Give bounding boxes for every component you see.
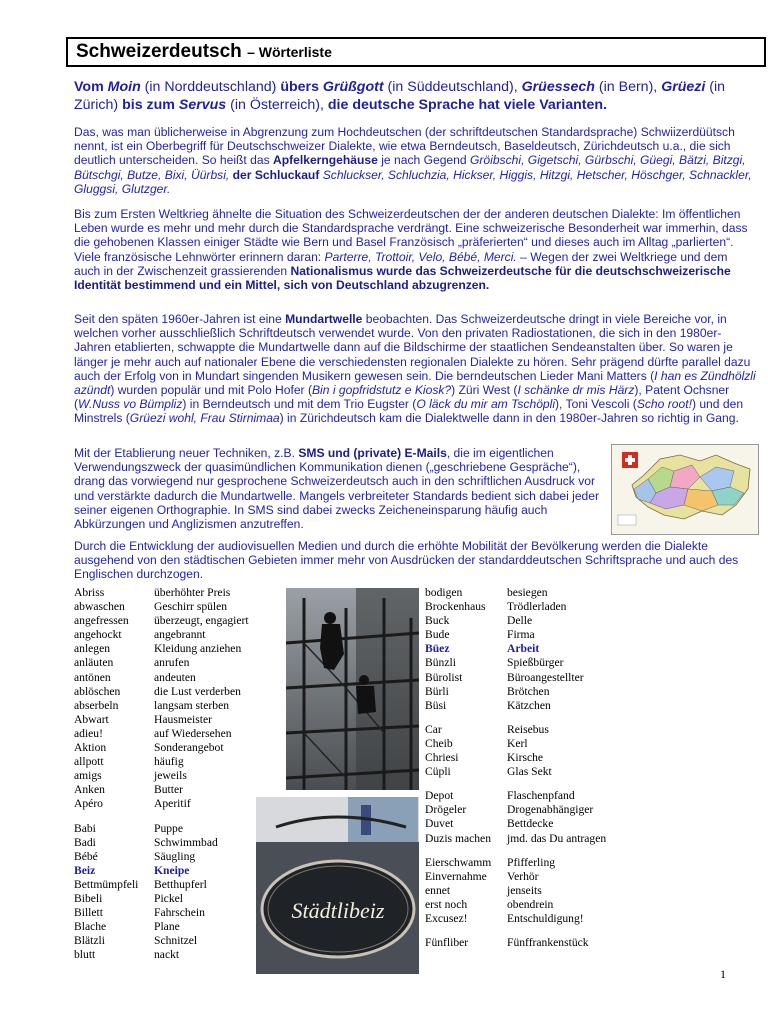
word-pair-row	[425, 898, 606, 912]
list-gap	[425, 846, 606, 856]
german-translation: andeuten	[154, 670, 196, 684]
german-translation: jeweils	[154, 769, 187, 783]
german-translation: nackt	[154, 948, 180, 962]
list-gap	[74, 812, 249, 822]
german-translation: angebrannt	[154, 628, 206, 642]
swiss-word: Abwart	[74, 712, 109, 726]
german-translation: Verhör	[507, 869, 539, 883]
swiss-word: Beiz	[74, 863, 96, 877]
word-pair-row	[74, 892, 249, 906]
swiss-word: antönen	[74, 670, 111, 684]
swiss-word: abwaschen	[74, 600, 125, 614]
word-pair-row	[425, 685, 606, 699]
word-pair-row	[74, 850, 249, 864]
word-pair-row	[425, 817, 606, 831]
word-pair-row	[425, 628, 606, 642]
word-pair-row	[425, 936, 606, 950]
swiss-word: Buck	[425, 614, 450, 628]
paragraph-mundartwelle: Seit den späten 1960er-Jahren ist eine Mundartwelle beobachten. Das Schweizerdeutsche dringt in viele Bereiche vor, in welchen vorher ausschließlich Schriftdeutsch verwendet wurde. Von den privaten Radiostationen, die sich in den 1980er-Jahren etablierten, schwappte die Mundartwelle dann auf die Bildschirme der staatlichen Sendeanstalten über. So waren je länger je mehr auch auf nationaler Ebene die verschiedensten regionalen Dialekte zu hören. Sehr prägend dürfte parallel dazu auch der Erfolg von in Mundart singenden Musikern gewesen sein. Die berndeutschen Lieder Mani Matters (I han es Zündhölzli azündt) wurden populär und mit Polo Hofer (Bin i gopfridstutz e Kiosk?) Züri West (I schänke dr mis Härz), Patent Ochsner (W.Nuss vo Bümpliz) in Berndeutsch und mit dem Trio Eugster (O läck du mir am Tschöpli), Toni Vescoli (Scho root!) und den Minstrels (Grüezi wohl, Frau Stirnimaa) in Zürichdeutsch kam die Dialektwelle dann in den 1980er-Jahren so richtig in Gang.	[74, 312, 756, 426]
swiss-word: Bettmümpfeli	[74, 877, 139, 891]
swiss-word: Badi	[74, 835, 96, 849]
german-translation: besiegen	[507, 586, 548, 599]
swiss-word: Depot	[425, 789, 454, 803]
german-translation: häufig	[154, 755, 184, 769]
swiss-word: bodigen	[425, 586, 463, 599]
german-translation: Reisebus	[507, 722, 549, 736]
german-translation: langsam sterben	[154, 698, 230, 712]
swiss-word: Cüpli	[425, 765, 451, 779]
word-pair-row	[74, 600, 249, 614]
swiss-word: Brockenhaus	[425, 600, 486, 614]
german-translation: die Lust verderben	[154, 684, 241, 698]
swiss-word: Blätzli	[74, 934, 105, 948]
swiss-word: anläuten	[74, 656, 114, 670]
german-translation: Flaschenpfand	[507, 789, 575, 803]
word-pair-row	[74, 642, 249, 656]
word-list-right	[425, 586, 606, 950]
german-translation: Pfifferling	[507, 855, 556, 869]
swiss-word: Billett	[74, 906, 103, 920]
word-pair-row	[425, 600, 606, 614]
swiss-word: Büez	[425, 642, 450, 656]
german-translation: überzeugt, engagiert	[154, 614, 249, 628]
word-pair-row	[74, 878, 249, 892]
swiss-word: Drögeler	[425, 803, 467, 817]
word-pair-row	[425, 614, 606, 628]
swiss-word: erst noch	[425, 897, 468, 911]
german-translation: Fahrschein	[154, 906, 205, 920]
word-pair-row	[425, 832, 606, 846]
word-pair-row	[425, 870, 606, 884]
german-translation: Schwimmbad	[154, 835, 218, 849]
staedtlibeiz-sign-photo	[256, 797, 419, 974]
german-translation: Sonderangebot	[154, 741, 224, 755]
title-box	[66, 37, 766, 67]
swiss-word: Anken	[74, 783, 105, 797]
swiss-word: Bünzli	[425, 656, 456, 670]
word-pair-row	[74, 741, 249, 755]
word-pair-row	[74, 699, 249, 713]
word-pair-row	[74, 822, 249, 836]
word-pair-row	[74, 934, 249, 948]
sign-text: Städtlibeiz	[291, 898, 385, 923]
german-translation: Betthupferl	[154, 877, 207, 891]
swiss-word: Eierschwamm	[425, 855, 492, 869]
german-translation: obendrein	[507, 897, 554, 911]
word-pair-row	[425, 586, 606, 600]
german-translation: Drogenabhängiger	[507, 803, 594, 817]
swiss-word: Aktion	[74, 741, 107, 755]
german-translation: Puppe	[154, 821, 183, 835]
german-translation: Trödlerladen	[507, 600, 567, 614]
swiss-word: abserbeln	[74, 698, 119, 712]
swiss-word: ablöschen	[74, 684, 121, 698]
swiss-word: blutt	[74, 948, 96, 962]
swiss-word: Einvernahme	[425, 869, 487, 883]
title-main-text: Schweizerdeutsch	[76, 41, 242, 62]
word-pair-row	[425, 671, 606, 685]
german-translation: auf Wiedersehen	[154, 726, 232, 740]
word-pair-row	[74, 628, 249, 642]
list-gap	[425, 926, 606, 936]
german-translation: Kneipe	[154, 863, 190, 877]
german-translation: Bettdecke	[507, 817, 554, 831]
swiss-word: Abriss	[74, 586, 105, 599]
word-pair-row	[425, 765, 606, 779]
scaffolding-photo	[286, 588, 419, 790]
word-pair-row	[74, 755, 249, 769]
page-title	[76, 41, 332, 63]
german-translation: Kätzchen	[507, 698, 551, 712]
word-pair-row	[74, 727, 249, 741]
word-pair-row	[74, 586, 249, 600]
word-pair-row	[425, 803, 606, 817]
german-translation: jmd. das Du antragen	[507, 831, 607, 845]
word-pair-row	[74, 656, 249, 670]
swiss-word: angehockt	[74, 628, 122, 642]
swiss-word: Büsi	[425, 698, 447, 712]
german-translation: Glas Sekt	[507, 765, 552, 779]
word-pair-row	[425, 642, 606, 656]
german-translation: Aperitif	[154, 797, 191, 811]
swiss-word: Fünfliber	[425, 936, 469, 950]
swiss-word: angefressen	[74, 614, 129, 628]
swiss-word: allpott	[74, 755, 104, 769]
german-translation: Säugling	[154, 849, 196, 863]
word-pair-row	[74, 769, 249, 783]
word-pair-row	[74, 685, 249, 699]
word-pair-row	[74, 906, 249, 920]
word-pair-row	[425, 884, 606, 898]
german-translation: Hausmeister	[154, 712, 212, 726]
german-translation: Kirsche	[507, 751, 544, 765]
swiss-word: ennet	[425, 883, 451, 897]
word-pair-row	[74, 671, 249, 685]
swiss-word: Babi	[74, 821, 96, 835]
german-translation: Delle	[507, 614, 533, 628]
swiss-word: Car	[425, 722, 442, 736]
swiss-map-image	[611, 444, 759, 535]
page-number: 1	[720, 967, 726, 981]
word-pair-row	[74, 783, 249, 797]
swiss-word: Excusez!	[425, 911, 468, 925]
word-pair-row	[74, 864, 249, 878]
swiss-word: Bürolist	[425, 670, 463, 684]
paragraph-sms: Mit der Etablierung neuer Techniken, z.B. SMS und (private) E-Mails, die im eigentlichen Verwendungszweck der quasimündlichen Kommunikation dienen („geschriebene Gespräche“), drang das vorwiegend nur gesprochene Schweizerdeutsch auch in den schriftlichen Ausdruck vor und verstärkte dadurch die Mundartwelle. Mangels verbreiteter Standards bedient sich dabei jeder seiner eigenen Orthographie. In SMS sind dabei zwecks Zeicheneinsparung häufig auch Abkürzungen und Anglizismen anzutreffen.	[74, 446, 600, 532]
german-translation: Spießbürger	[507, 656, 564, 670]
german-translation: Kleidung anziehen	[154, 642, 242, 656]
german-translation: Schnitzel	[154, 934, 198, 948]
german-translation: Brötchen	[507, 684, 550, 698]
german-translation: jenseits	[507, 883, 542, 897]
word-pair-row	[425, 751, 606, 765]
swiss-word: Bude	[425, 628, 450, 642]
paragraph-history: Bis zum Ersten Weltkrieg ähnelte die Situation des Schweizerdeutschen der der anderen deutschen Dialekte: Im öffentlichen Leben wurde es mehr und mehr durch die Standardsprache verdrängt. Eine schweizerische Besonderheit war immerhin, dass die gehobenen Klassen einiger Städte wie Bern und Basel Französisch „präferierten“ und dieses auch im Alltag „parlierten“. Viele französische Lehnwörter erinnern daran: Parterre, Trottoir, Velo, Bébé, Merci. – Wegen der zwei Weltkriege und dem auch in der Zwischenzeit grassierenden Nationalismus wurde das Schweizerdeutsche für die deutschschweizerische Identität bestimmend und ein Mittel, sich von Deutschland abzugrenzen.	[74, 207, 748, 293]
german-translation: Kerl	[507, 736, 528, 750]
german-translation: Arbeit	[507, 642, 540, 656]
swiss-word: Bürli	[425, 684, 449, 698]
paragraph-dialects: Das, was man üblicherweise in Abgrenzung zum Hochdeutschen (der schriftdeutschen Standardsprache) Schwiizerdüütsch nennt, ist ein Oberbegriff für Deutschschweizer Dialekte, wie etwa Berndeutsch, Baseldeutsch, Zürichdeutsch u.a., die sich deutlich unterscheiden. So heißt das Apfelkerngehäuse je nach Gegend Gröibschi, Gigetschi, Gürbschi, Güegi, Bätzi, Bitzgi, Bütschgi, Butze, Bixi, Üürbsi, der Schluckauf Schluckser, Schluchzia, Hickser, Higgis, Hitzgi, Hetscher, Höschger, Schnackler, Gluggsi, Glutzger.	[74, 125, 752, 196]
title-subtitle: – Wörterliste	[247, 44, 332, 60]
german-translation: Entschuldigung!	[507, 911, 584, 925]
german-translation: Pickel	[154, 891, 183, 905]
german-translation: Firma	[507, 628, 535, 642]
german-translation: Plane	[154, 920, 180, 934]
swiss-word: Cheib	[425, 736, 453, 750]
swiss-word: Blache	[74, 920, 107, 934]
word-pair-row	[425, 723, 606, 737]
word-list-left	[74, 586, 249, 962]
word-pair-row	[74, 920, 249, 934]
swiss-word: Chriesi	[425, 751, 459, 765]
word-pair-row	[425, 699, 606, 713]
word-pair-row	[74, 948, 249, 962]
swiss-word: Duzis machen	[425, 831, 491, 845]
swiss-word: amigs	[74, 769, 102, 783]
list-gap	[425, 779, 606, 789]
german-translation: anrufen	[154, 656, 190, 670]
word-pair-row	[74, 614, 249, 628]
swiss-word: anlegen	[74, 642, 111, 656]
swiss-word: Duvet	[425, 817, 454, 831]
german-translation: Geschirr spülen	[154, 600, 228, 614]
list-gap	[425, 713, 606, 723]
paragraph-media: Durch die Entwicklung der audiovisuellen Medien und durch die erhöhte Mobilität der Bevölkerung werden die Dialekte ausgehend von den städtischen Gebieten immer mehr von Ausdrücken der standarddeutschen Schriftsprache und auch des Englischen durchzogen.	[74, 539, 739, 582]
swiss-word: Bibeli	[74, 891, 103, 905]
word-pair-row	[74, 713, 249, 727]
word-pair-row	[425, 656, 606, 670]
word-pair-row	[74, 836, 249, 850]
word-pair-row	[425, 856, 606, 870]
swiss-word: Apéro	[74, 797, 103, 811]
german-translation: überhöhter Preis	[154, 586, 231, 599]
swiss-word: Bébé	[74, 849, 98, 863]
german-translation: Fünffrankenstück	[507, 936, 589, 950]
word-pair-row	[74, 797, 249, 811]
word-pair-row	[425, 912, 606, 926]
intro-heading: Vom Moin (in Norddeutschland) übers Grüßgott (in Süddeutschland), Grüessech (in Bern), Grüezi (in Zürich) bis zum Servus (in Österreich), die deutsche Sprache hat viele Varianten.	[74, 79, 726, 113]
german-translation: Butter	[154, 783, 183, 797]
german-translation: Büroangestellter	[507, 670, 584, 684]
word-pair-row	[425, 737, 606, 751]
word-pair-row	[425, 789, 606, 803]
swiss-word: adieu!	[74, 726, 103, 740]
